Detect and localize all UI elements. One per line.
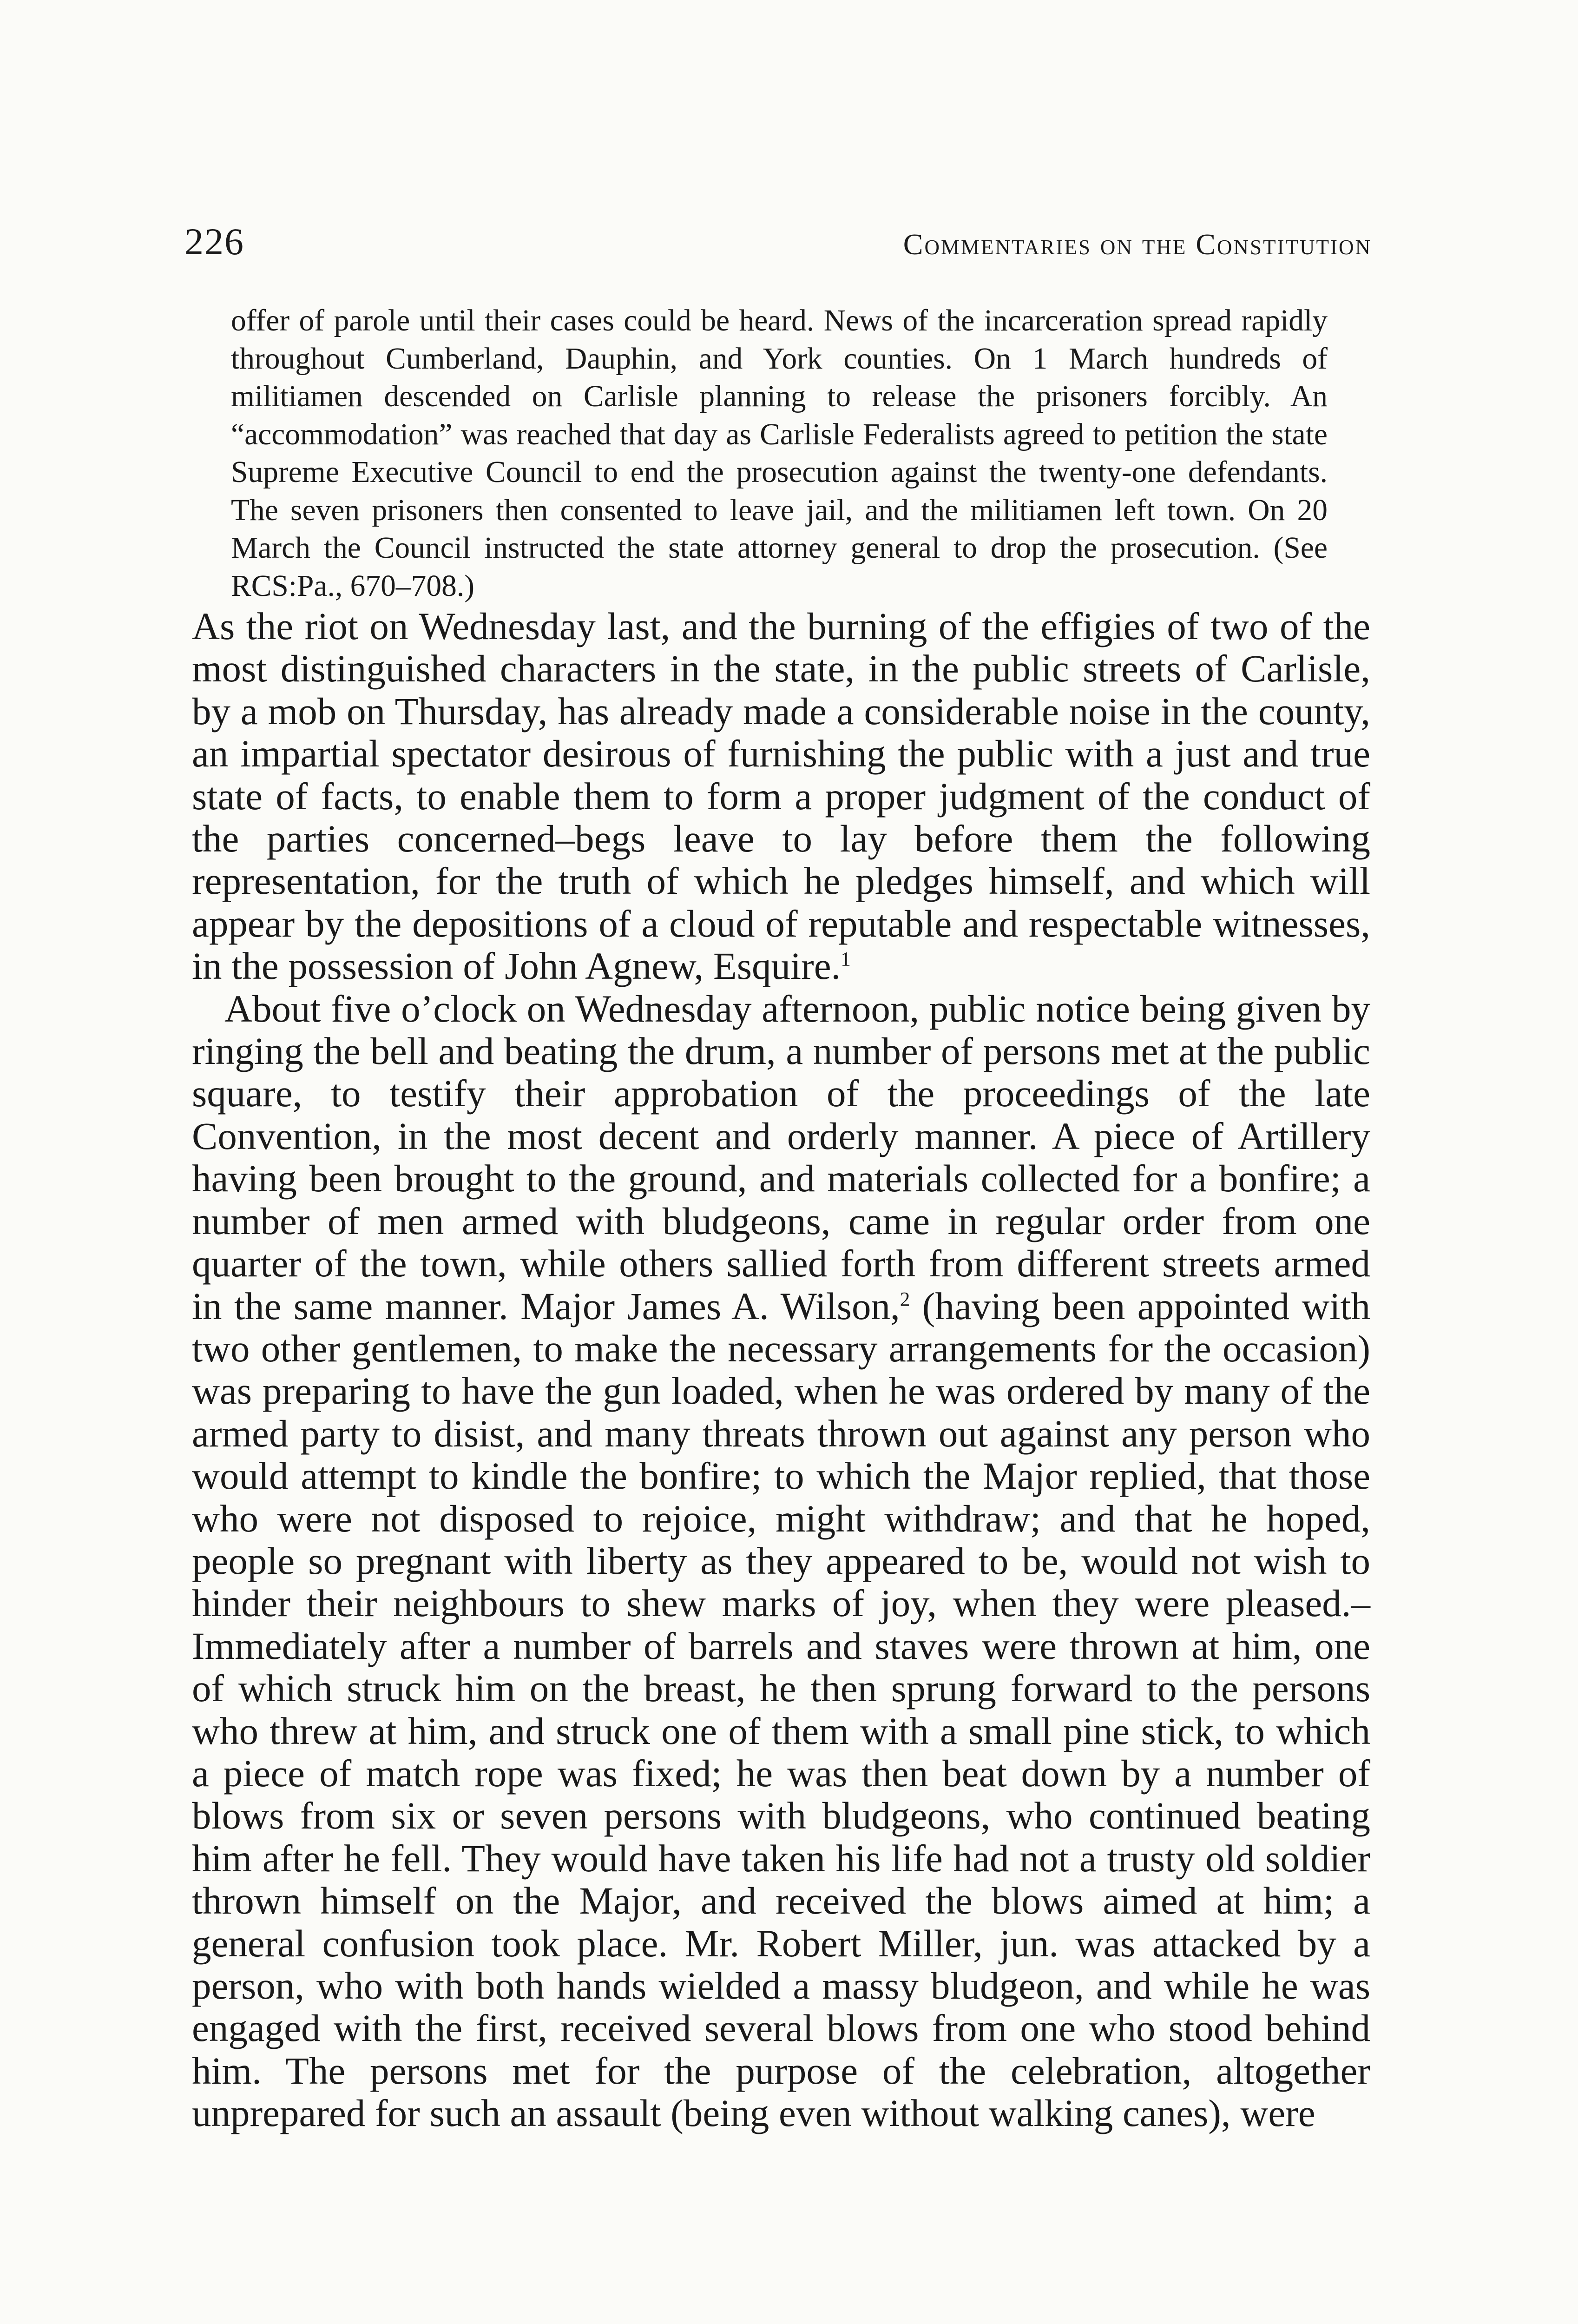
running-head bbox=[184, 218, 1372, 274]
running-title: Commentaries on the Constitution bbox=[903, 228, 1372, 261]
paragraph-2-text-rest: (having been appointed with two other gentlemen, to make the necessary arrangements for the occasion) was preparing to have the gun loaded, when he was ordered by many of the armed party to disist, and many threats thrown out against any person who would attempt to kindle the bonfire; to which the Major replied, that those who were not disposed to rejoice, might withdraw; and that he hoped, people so pregnant with liberty as they appeared to be, would not wish to hinder their neighbours to shew marks of joy, when they were pleased.–Immediately after a number of barrels and staves were thrown at him, one of which struck him on the breast, he then sprung forward to the persons who threw at him, and struck one of them with a small pine stick, to which a piece of match rope was fixed; he was then beat down by a number of blows from six or seven persons with bludgeons, who continued beating him after he fell. They would have taken his life had not a trusty old soldier thrown himself on the Major, and received the blows aimed at him; a general confusion took place. Mr. Robert Miller, jun. was attacked by a person, who with both hands wielded a massy bludgeon, and while he was engaged with the first, received several blows from one who stood behind him. The persons met for the purpose of the celebration, altogether unprepared for such an assault (being even without walking canes), were bbox=[192, 1284, 1371, 2135]
footnote-ref-2[interactable]: 2 bbox=[900, 1288, 910, 1310]
body-paragraph-2 bbox=[192, 988, 1370, 2135]
page-number: 226 bbox=[184, 220, 244, 263]
document-body bbox=[192, 605, 1370, 2135]
footnote-ref-1[interactable]: 1 bbox=[841, 948, 851, 971]
headnote-paragraph: offer of parole until their cases could be heard. News of the incarceration spread rapidly throughout Cumberland, Dauphin, and York counties. On 1 March hundreds of militiamen descended on Carlisle planning to release the prisoners forcibly. An “accommodation” was reached that day as Carlisle Federalists agreed to petition the state Supreme Executive Council to end the prosecution against the twenty-one defendants. The seven prisoners then consented to leave jail, and the militiamen left town. On 20 March the Council instructed the state attorney general to drop the prosecution. (See RCS:Pa., 670–708.) bbox=[231, 304, 1328, 603]
paragraph-1-text: As the riot on Wednesday last, and the burning of the effigies of two of the most distinguished characters in the state, in the public streets of Carlisle, by a mob on Thursday, has already made a considerable noise in the county, an impartial spectator desirous of furnishing the public with a just and true state of facts, to enable them to form a proper judgment of the conduct of the parties concerned–begs leave to lay before them the following representation, for the truth of which he pledges himself, and which will appear by the depositions of a cloud of reputable and respectable witnesses, in the possession of John Agnew, Esquire. bbox=[192, 605, 1370, 988]
body-paragraph-1 bbox=[192, 605, 1370, 988]
editorial-headnote bbox=[231, 302, 1328, 605]
paragraph-2-text-start: About five o’clock on Wednesday afternoon, public notice being given by ringing the bell and beating the drum, a number of persons met at the public square, to testify their approbation of the proceedings of the late Convention, in the most decent and orderly manner. A piece of Artillery having been brought to the ground, and materials collected for a bonfire; a number of men armed with bludgeons, came in regular order from one quarter of the town, while others sallied forth from different streets armed in the same manner. Major James A. Wilson, bbox=[192, 987, 1370, 1327]
